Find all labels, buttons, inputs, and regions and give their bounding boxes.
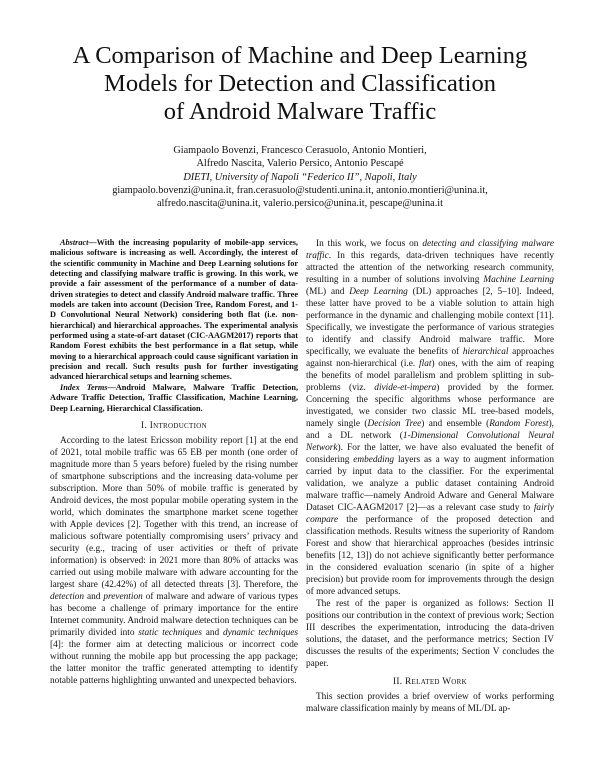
title-line-1: A Comparison of Machine and Deep Learning [72, 42, 528, 69]
emph-prevention: prevention [103, 591, 143, 602]
affiliation: DIETI, University of Napoli “Federico II”, Napoli, Italy [183, 171, 417, 183]
index-terms [50, 383, 298, 414]
title-line-3: of Android Malware Traffic [163, 98, 437, 125]
related-paragraph-1: This section provides a brief overview of works performing malware classification mainly by means of ML/DL ap- [306, 692, 554, 714]
r-text-e: approaches against non-hierarchical (i.e. [306, 347, 554, 369]
section-heading-related-work: II. Related Work [393, 677, 467, 687]
emph-flat: flat [419, 359, 432, 369]
r-text-k: layers as a way to augment information carried by input data to the classifier. For the experimental validation, we analyze a public dataset containing Android malware traffic—namely Android Adware and General Malware Dataset CIC-AAGM2017 [2]—as a relevant case study to [306, 455, 554, 513]
emph-1d-cnn: 1-Dimensional Convolutional Neural Network [306, 431, 554, 453]
emph-dynamic: dynamic techniques [222, 627, 299, 638]
r-text-l: the performance of the proposed detection and classification methods. Results witness the superiority of Random Forest and show that hierarchical approaches (besides intrinsic benefits [12, 13]) do not achieve significantly better performance in the considered evaluation scenario (in spite of a higher precision) but provide room for improvements through the design of more advanced setups. [306, 515, 554, 597]
r-text-h: ) and ensemble ( [421, 419, 490, 429]
paper-title [40, 42, 560, 126]
emails-line-1: giampaolo.bovenzi@unina.it, fran.cerasuolo@studenti.unina.it, antonio.montieri@unina.it, [112, 184, 488, 196]
emails-line-2: alfredo.nascita@unina.it, valerio.persico@unina.it, pescape@unina.it [156, 198, 444, 210]
r-text-g: ) provided by the former. Concerning the specific algorithms whose performance are investigated, we consider two classic ML tree-based models, namely single ( [306, 383, 554, 429]
intro-paragraph-2 [306, 238, 554, 598]
emph-decision-tree: Decision Tree [367, 419, 422, 429]
emph-detection: detection [50, 591, 85, 602]
r-text-j: ). For the latter, we have also evaluated the benefit of considering [306, 443, 554, 465]
left-column [50, 238, 298, 687]
r-text-i: ), and a DL network ( [306, 419, 554, 441]
abstract [50, 238, 298, 383]
emph-random-forest: Random Forest [489, 419, 549, 429]
intro-text-b: and [84, 591, 104, 602]
abstract-text: —With the increasing popularity of mobile-app services, malicious software is increasing as well. Accordingly, the interest of the scientific community in Machine and Deep Learning solutions for detecting and classifying malware traffic is growing. In this work, we provide a fair assessment of the performance of a number of data-driven strategies to detect and classify Android malware traffic. Three models are taken into account (Decision Tree, Random Forest, and 1-D Convolutional Neural Network) considering both flat (i.e. non-hierarchical) and hierarchical approaches. The experimental analysis performed using a state-of-art dataset (CIC-AAGM2017) reports that Random Forest exhibits the best performance in a flat setup, while moving to a hierarchical approach could cause significant variation in precision and recall. Such results push for further investigating advanced hierarchical setups and learning schemes. [50, 238, 298, 382]
right-column [306, 238, 554, 715]
emph-fairly-compare: fairly compare [306, 503, 554, 525]
title-line-2: Models for Detection and Classification [104, 70, 496, 97]
intro-text-d: and [201, 627, 223, 638]
intro-paragraph-3: The rest of the paper is organized as follows: Section II positions our contribution in the context of previous work; Section III describes the experimentation, introducing the data-driven solutions, the dataset, and the performance metrics; Section IV discusses the results of the experiments; Section V concludes the paper. [306, 599, 554, 669]
abstract-label: Abstract [60, 238, 89, 247]
r-text-d: (DL) approaches [2, 5–10]. Indeed, these latter have proved to be a viable solution to attain high performance in the dynamic and challenging mobile context [11]. Specifically, we investigate the performance of various strategies to identify and classify Android malware traffic. More specifically, we evaluate the benefits of [306, 287, 554, 357]
intro-text-e: [4]: the former aim at detecting malicious or incorrect code without running the mobile app but processing the app package; the latter monitor the traffic generated attempting to identify notable patterns highlighting unwanted and unexpected behaviors. [50, 639, 298, 686]
emph-ml: Machine Learning [483, 275, 554, 285]
intro-text-c: of malware and adware of various types has become a challenge of primary importance for the entire Internet community. Android malware detection techniques can be primarily divided into [50, 591, 299, 638]
emph-hierarchical: hierarchical [462, 347, 509, 357]
emph-detect-classify: detecting and classifying malware traffic [306, 239, 555, 261]
emph-divide: divide-et-impera [374, 383, 437, 393]
section-heading-introduction: I. Introduction [141, 420, 207, 431]
emph-dl: Deep Learning [349, 287, 408, 297]
index-terms-label: Index Terms [60, 382, 108, 392]
r-text-a: In this work, we focus on [316, 239, 423, 249]
emph-embedding: embedding [353, 455, 395, 465]
intro-text-a: According to the latest Ericsson mobility report [1] at the end of 2021, total mobile traffic was 65 EB per month (one order of magnitude more than 5 years before) fueled by the rising number of smartphone subscriptions and the increasing data-volume per subscription. More than 50% of mobile traffic is generated by Android devices, the most popular mobile operating system in the world, which dominates the smartphone market scene together with Apple devices [2]. Together with this trend, an increase of malicious software potentially compromising users’ privacy and security (e.g., tracing of user activities or theft of private information) is observed: in 2021 more than 80% of attacks was carried out using mobile malware with adware accounting for the largest share (42.42%) of all detected threats [3]. Therefore, the [50, 435, 298, 590]
index-terms-text: —Android Malware, Malware Traffic Detection, Adware Traffic Detection, Traffic Classification, Machine Learning, Deep Learning, Hierarchical Classification. [50, 382, 299, 413]
author-block [40, 144, 560, 210]
r-text-c: (ML) and [306, 287, 350, 297]
authors-line-1: Giampaolo Bovenzi, Francesco Cerasuolo, Antonio Montieri, [173, 145, 427, 156]
r-text-b: . In this regards, data-driven techniques have recently attracted the attention of the networking research community, resulting in a number of solutions involving [306, 251, 554, 285]
authors-line-2: Alfredo Nascita, Valerio Persico, Antonio Pescapé [196, 158, 404, 170]
intro-paragraph-1 [50, 435, 298, 687]
r-text-f: ) ones, with the aim of reaping the benefits of model parallelism and problem splitting in sub-problems (viz. [306, 359, 555, 393]
emph-static: static techniques [138, 627, 202, 638]
